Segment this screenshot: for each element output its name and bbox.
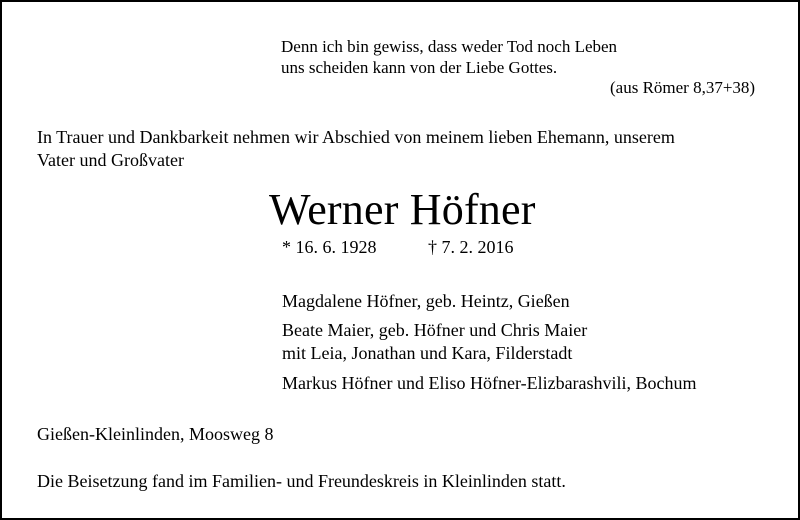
intro-line-2: Vater und Großvater xyxy=(37,150,184,170)
death-date: † 7. 2. 2016 xyxy=(428,237,514,257)
verse-line-2: uns scheiden kann von der Liebe Gottes. xyxy=(281,58,558,77)
birth-date: * 16. 6. 1928 xyxy=(282,237,377,257)
verse-line-1: Denn ich bin gewiss, dass weder Tod noch Leben xyxy=(281,37,618,56)
family-address: Gießen-Kleinlinden, Moosweg 8 xyxy=(37,424,274,444)
mourner-line: Beate Maier, geb. Höfner und Chris Maier xyxy=(282,320,588,340)
verse-source: (aus Römer 8,37+38) xyxy=(610,78,756,97)
funeral-note: Die Beisetzung fand im Familien- und Freundeskreis in Kleinlinden statt. xyxy=(37,471,566,491)
mourner-line: Markus Höfner und Eliso Höfner-Elizbarashvili, Bochum xyxy=(282,373,697,393)
mourner-line: Magdalene Höfner, geb. Heintz, Gießen xyxy=(282,291,570,311)
intro-line-1: In Trauer und Dankbarkeit nehmen wir Abschied von meinem lieben Ehemann, unserem xyxy=(37,127,675,147)
mourner-line: mit Leia, Jonathan und Kara, Filderstadt xyxy=(282,343,573,363)
deceased-name: Werner Höfner xyxy=(269,185,536,234)
